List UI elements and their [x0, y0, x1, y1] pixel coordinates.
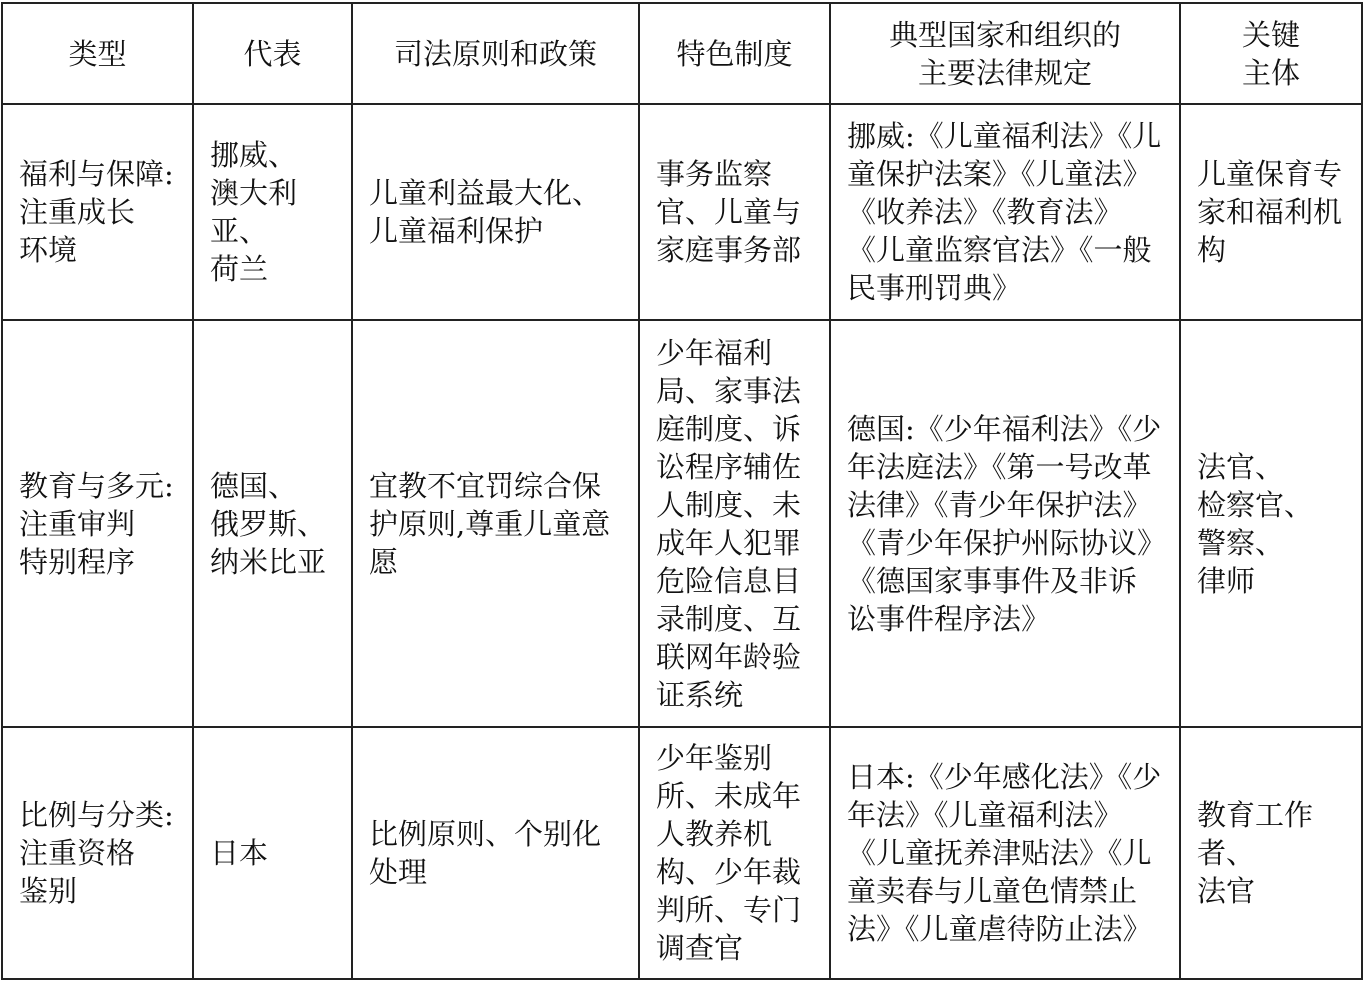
- cell-representative: 日本: [193, 727, 352, 979]
- table-row: [2, 727, 1362, 979]
- cell-principles: 比例原则、个别化处理: [352, 727, 639, 979]
- table-row: [2, 104, 1362, 320]
- cell-type: 教育与多元: 注重审判 特别程序: [2, 320, 193, 727]
- cell-principles: 儿童利益最大化、儿童福利保护: [352, 104, 639, 320]
- table-header-row: [2, 3, 1362, 104]
- cell-actors: 教育工作者、 法官: [1180, 727, 1362, 979]
- table-row: [2, 320, 1362, 727]
- cell-representative: 德国、 俄罗斯、 纳米比亚: [193, 320, 352, 727]
- cell-laws: 日本:《少年感化法》《少年法》《儿童福利法》《儿童抚养津贴法》《儿童卖春与儿童色情禁止法》《儿童虐待防止法》: [830, 727, 1180, 979]
- cell-systems: 少年鉴别所、未成年人教养机构、少年裁判所、专门调查官: [639, 727, 830, 979]
- cell-systems: 少年福利局、家事法庭制度、诉讼程序辅佐人制度、未成年人犯罪危险信息目录制度、互联网年龄验证系统: [639, 320, 830, 727]
- cell-laws: 挪威:《儿童福利法》《儿童保护法案》《儿童法》《收养法》《教育法》《儿童监察官法》《一般民事刑罚典》: [830, 104, 1180, 320]
- header-systems: 特色制度: [639, 3, 830, 104]
- law-comparison-table: [1, 2, 1363, 980]
- header-actors: 关键 主体: [1180, 3, 1362, 104]
- header-type: 类型: [2, 3, 193, 104]
- header-representative: 代表: [193, 3, 352, 104]
- cell-type: 比例与分类: 注重资格 鉴别: [2, 727, 193, 979]
- header-principles: 司法原则和政策: [352, 3, 639, 104]
- cell-laws: 德国:《少年福利法》《少年法庭法》《第一号改革法律》《青少年保护法》《青少年保护州际协议》《德国家事事件及非诉讼事件程序法》: [830, 320, 1180, 727]
- cell-principles: 宜教不宜罚综合保护原则,尊重儿童意愿: [352, 320, 639, 727]
- cell-actors: 法官、 检察官、 警察、 律师: [1180, 320, 1362, 727]
- cell-actors: 儿童保育专家和福利机构: [1180, 104, 1362, 320]
- header-laws: 典型国家和组织的 主要法律规定: [830, 3, 1180, 104]
- cell-systems: 事务监察官、儿童与家庭事务部: [639, 104, 830, 320]
- cell-representative: 挪威、 澳大利亚、 荷兰: [193, 104, 352, 320]
- cell-type: 福利与保障: 注重成长 环境: [2, 104, 193, 320]
